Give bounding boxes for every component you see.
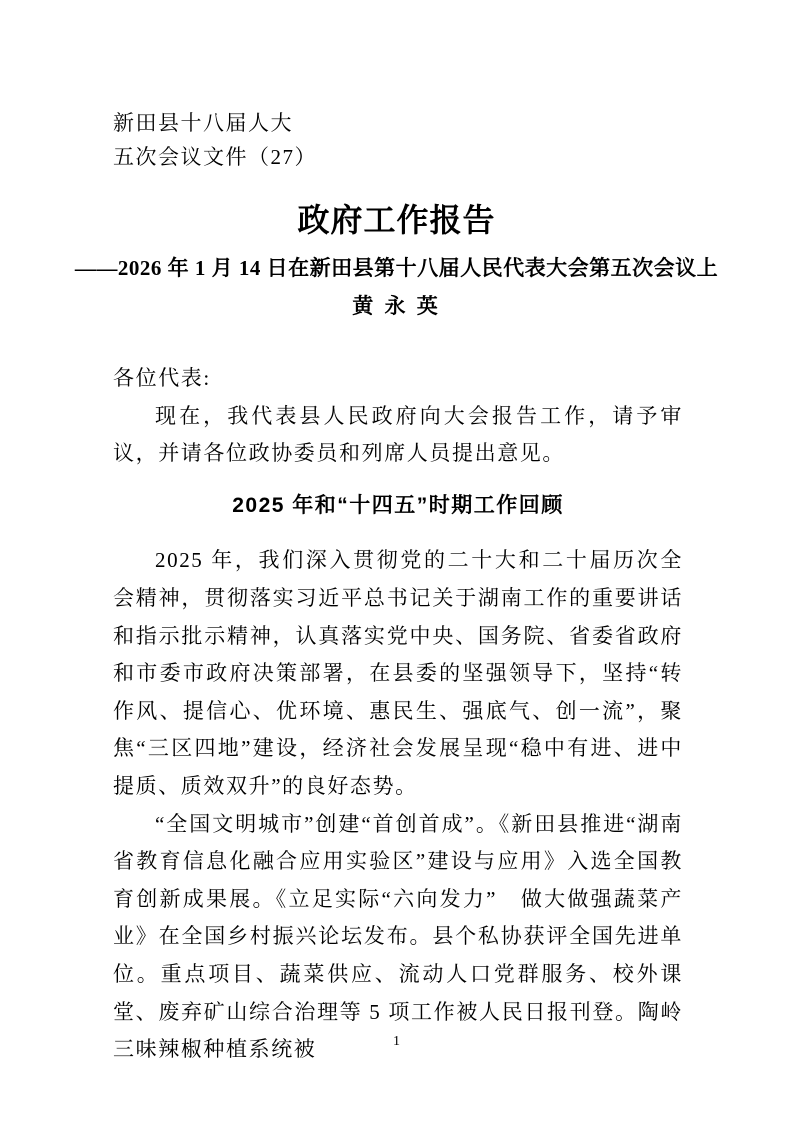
- body-paragraph-2: “全国文明城市”创建“首创首成”。《新田县推进“湖南省教育信息化融合应用实验区”建设与应用》入选全国教育创新成果展。《立足实际“六向发力” 做大做强蔬菜产业》在全国乡村振兴论坛发布。县个私协获评全国先进单位。重点项目、蔬菜供应、流动人口党群服务、校外课堂、废弃矿山综合治理等 5 项工作被人民日报刊登。陶岭三味辣椒种植系统被: [113, 811, 683, 1062]
- document-title: 政府工作报告: [297, 202, 496, 238]
- document-subtitle: ——2026 年 1 月 14 日在新田县第十八届人民代表大会第五次会议上: [74, 256, 719, 280]
- document-number-line-1: 新田县十八届人大: [113, 111, 293, 135]
- document-body: [113, 360, 683, 1069]
- intro-paragraph: 现在，我代表县人民政府向大会报告工作，请予审议，并请各位政协委员和列席人员提出意见。: [113, 403, 683, 466]
- section-heading: 2025 年和“十四五”时期工作回顾: [232, 493, 564, 517]
- salutation: 各位代表:: [113, 366, 211, 390]
- page-number: 1: [393, 1034, 400, 1049]
- author-name: 黄 永 英: [352, 294, 441, 318]
- document-number-block: [113, 106, 317, 174]
- body-paragraph-1: 2025 年，我们深入贯彻党的二十大和二十届历次全会精神，贯彻落实习近平总书记关于湖南工作的重要讲话和指示批示精神，认真落实党中央、国务院、省委省政府和市委市政府决策部署，在县委的坚强领导下，坚持“转作风、提信心、优环境、惠民生、强底气、创一流”，聚焦“三区四地”建设，经济社会发展呈现“稳中有进、进中提质、质效双升”的良好态势。: [113, 548, 683, 798]
- document-number-line-2: 五次会议文件（27）: [113, 145, 317, 169]
